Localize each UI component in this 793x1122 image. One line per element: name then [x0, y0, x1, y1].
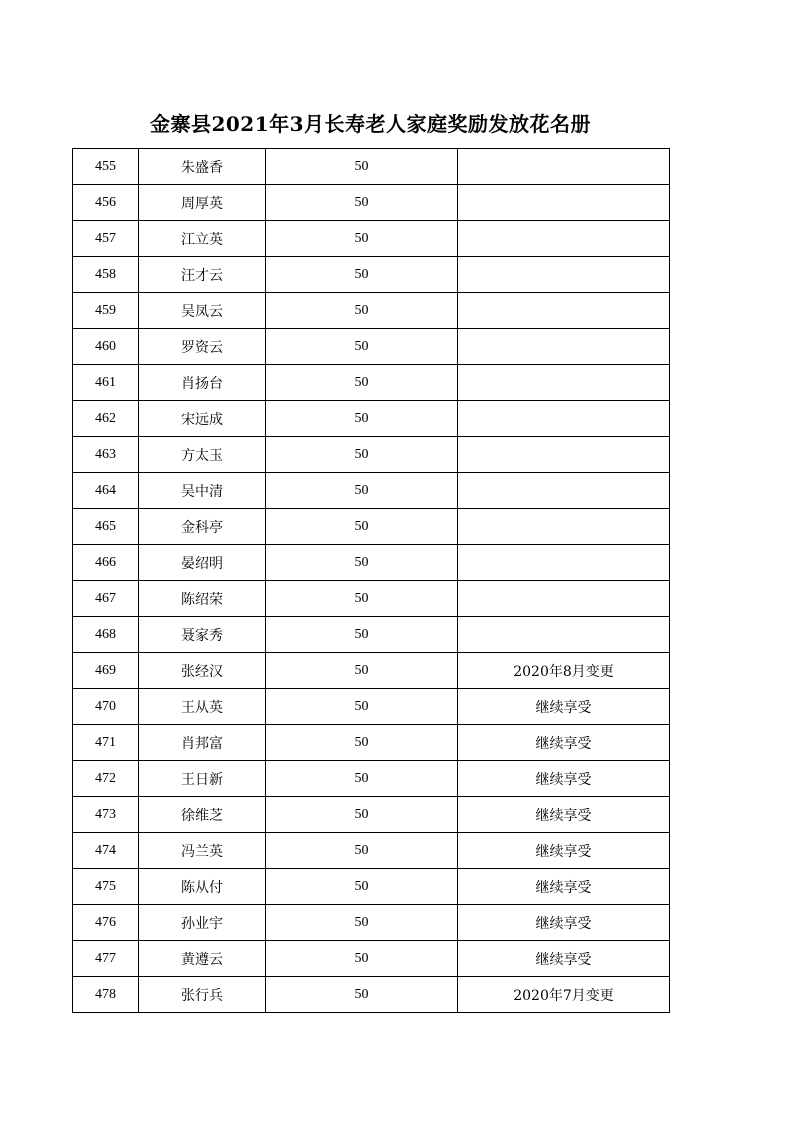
table-row: [73, 257, 670, 293]
remark-cell: [458, 545, 670, 581]
award-amount-cell: 50: [266, 365, 458, 401]
row-number-cell: 478: [73, 977, 139, 1013]
award-amount-cell: 50: [266, 545, 458, 581]
remark-cell: [458, 617, 670, 653]
row-number-cell: 473: [73, 797, 139, 833]
remark-cell: [458, 149, 670, 185]
row-number-cell: 455: [73, 149, 139, 185]
page-title: 金寨县2021年3月长寿老人家庭奖励发放花名册: [149, 112, 592, 136]
remark-cell: [458, 473, 670, 509]
table-row: [73, 545, 670, 581]
table-row: [73, 617, 670, 653]
recipient-name-cell: 晏绍明: [139, 545, 266, 581]
recipient-name-cell: 罗资云: [139, 329, 266, 365]
table-row: [73, 509, 670, 545]
remark-cell: 继续享受: [458, 869, 670, 905]
award-amount-cell: 50: [266, 581, 458, 617]
table-row: [73, 149, 670, 185]
recipient-name-cell: 冯兰英: [139, 833, 266, 869]
table-row: [73, 185, 670, 221]
table-row: [73, 653, 670, 689]
recipient-name-cell: 宋远成: [139, 401, 266, 437]
row-number-cell: 470: [73, 689, 139, 725]
award-amount-cell: 50: [266, 473, 458, 509]
table-row: [73, 293, 670, 329]
recipient-name-cell: 孙业宇: [139, 905, 266, 941]
row-number-cell: 465: [73, 509, 139, 545]
row-number-cell: 472: [73, 761, 139, 797]
row-number-cell: 474: [73, 833, 139, 869]
award-amount-cell: 50: [266, 149, 458, 185]
award-amount-cell: 50: [266, 761, 458, 797]
award-amount-cell: 50: [266, 437, 458, 473]
remark-cell: 2020年8月变更: [458, 653, 670, 689]
recipient-name-cell: 张行兵: [139, 977, 266, 1013]
award-amount-cell: 50: [266, 905, 458, 941]
recipient-name-cell: 陈从付: [139, 869, 266, 905]
row-number-cell: 459: [73, 293, 139, 329]
row-number-cell: 477: [73, 941, 139, 977]
roster-table: [72, 148, 670, 1013]
remark-cell: [458, 401, 670, 437]
row-number-cell: 456: [73, 185, 139, 221]
recipient-name-cell: 肖扬台: [139, 365, 266, 401]
award-amount-cell: 50: [266, 797, 458, 833]
table-row: [73, 905, 670, 941]
remark-cell: 继续享受: [458, 905, 670, 941]
table-row: [73, 329, 670, 365]
award-amount-cell: 50: [266, 689, 458, 725]
row-number-cell: 457: [73, 221, 139, 257]
remark-cell: [458, 293, 670, 329]
award-amount-cell: 50: [266, 257, 458, 293]
roster-table-body: [73, 149, 670, 1013]
award-amount-cell: 50: [266, 401, 458, 437]
table-row: [73, 581, 670, 617]
recipient-name-cell: 肖邦富: [139, 725, 266, 761]
table-row: [73, 221, 670, 257]
award-amount-cell: 50: [266, 977, 458, 1013]
recipient-name-cell: 朱盛香: [139, 149, 266, 185]
recipient-name-cell: 王日新: [139, 761, 266, 797]
recipient-name-cell: 周厚英: [139, 185, 266, 221]
recipient-name-cell: 王从英: [139, 689, 266, 725]
row-number-cell: 469: [73, 653, 139, 689]
table-row: [73, 761, 670, 797]
remark-cell: [458, 221, 670, 257]
recipient-name-cell: 黄遵云: [139, 941, 266, 977]
recipient-name-cell: 金科亭: [139, 509, 266, 545]
table-row: [73, 689, 670, 725]
remark-cell: 继续享受: [458, 725, 670, 761]
award-amount-cell: 50: [266, 869, 458, 905]
award-amount-cell: 50: [266, 509, 458, 545]
row-number-cell: 460: [73, 329, 139, 365]
row-number-cell: 464: [73, 473, 139, 509]
recipient-name-cell: 吴中清: [139, 473, 266, 509]
award-amount-cell: 50: [266, 293, 458, 329]
table-row: [73, 365, 670, 401]
table-row: [73, 869, 670, 905]
remark-cell: [458, 185, 670, 221]
table-row: [73, 941, 670, 977]
remark-cell: [458, 581, 670, 617]
recipient-name-cell: 徐维芝: [139, 797, 266, 833]
remark-cell: [458, 257, 670, 293]
recipient-name-cell: 方太玉: [139, 437, 266, 473]
row-number-cell: 476: [73, 905, 139, 941]
award-amount-cell: 50: [266, 653, 458, 689]
remark-cell: 继续享受: [458, 689, 670, 725]
row-number-cell: 466: [73, 545, 139, 581]
remark-cell: 2020年7月变更: [458, 977, 670, 1013]
remark-cell: 继续享受: [458, 833, 670, 869]
table-row: [73, 833, 670, 869]
recipient-name-cell: 江立英: [139, 221, 266, 257]
remark-cell: [458, 329, 670, 365]
row-number-cell: 467: [73, 581, 139, 617]
award-amount-cell: 50: [266, 221, 458, 257]
recipient-name-cell: 吴凤云: [139, 293, 266, 329]
recipient-name-cell: 张经汉: [139, 653, 266, 689]
row-number-cell: 461: [73, 365, 139, 401]
award-amount-cell: 50: [266, 941, 458, 977]
award-amount-cell: 50: [266, 833, 458, 869]
remark-cell: [458, 437, 670, 473]
remark-cell: 继续享受: [458, 797, 670, 833]
remark-cell: [458, 509, 670, 545]
table-row: [73, 437, 670, 473]
row-number-cell: 471: [73, 725, 139, 761]
table-row: [73, 725, 670, 761]
row-number-cell: 475: [73, 869, 139, 905]
remark-cell: 继续享受: [458, 941, 670, 977]
remark-cell: [458, 365, 670, 401]
award-amount-cell: 50: [266, 329, 458, 365]
award-amount-cell: 50: [266, 725, 458, 761]
row-number-cell: 458: [73, 257, 139, 293]
table-row: [73, 797, 670, 833]
table-row: [73, 401, 670, 437]
remark-cell: 继续享受: [458, 761, 670, 797]
table-row: [73, 473, 670, 509]
recipient-name-cell: 聂家秀: [139, 617, 266, 653]
recipient-name-cell: 汪才云: [139, 257, 266, 293]
table-row: [73, 977, 670, 1013]
row-number-cell: 462: [73, 401, 139, 437]
row-number-cell: 463: [73, 437, 139, 473]
award-amount-cell: 50: [266, 617, 458, 653]
row-number-cell: 468: [73, 617, 139, 653]
recipient-name-cell: 陈绍荣: [139, 581, 266, 617]
award-amount-cell: 50: [266, 185, 458, 221]
